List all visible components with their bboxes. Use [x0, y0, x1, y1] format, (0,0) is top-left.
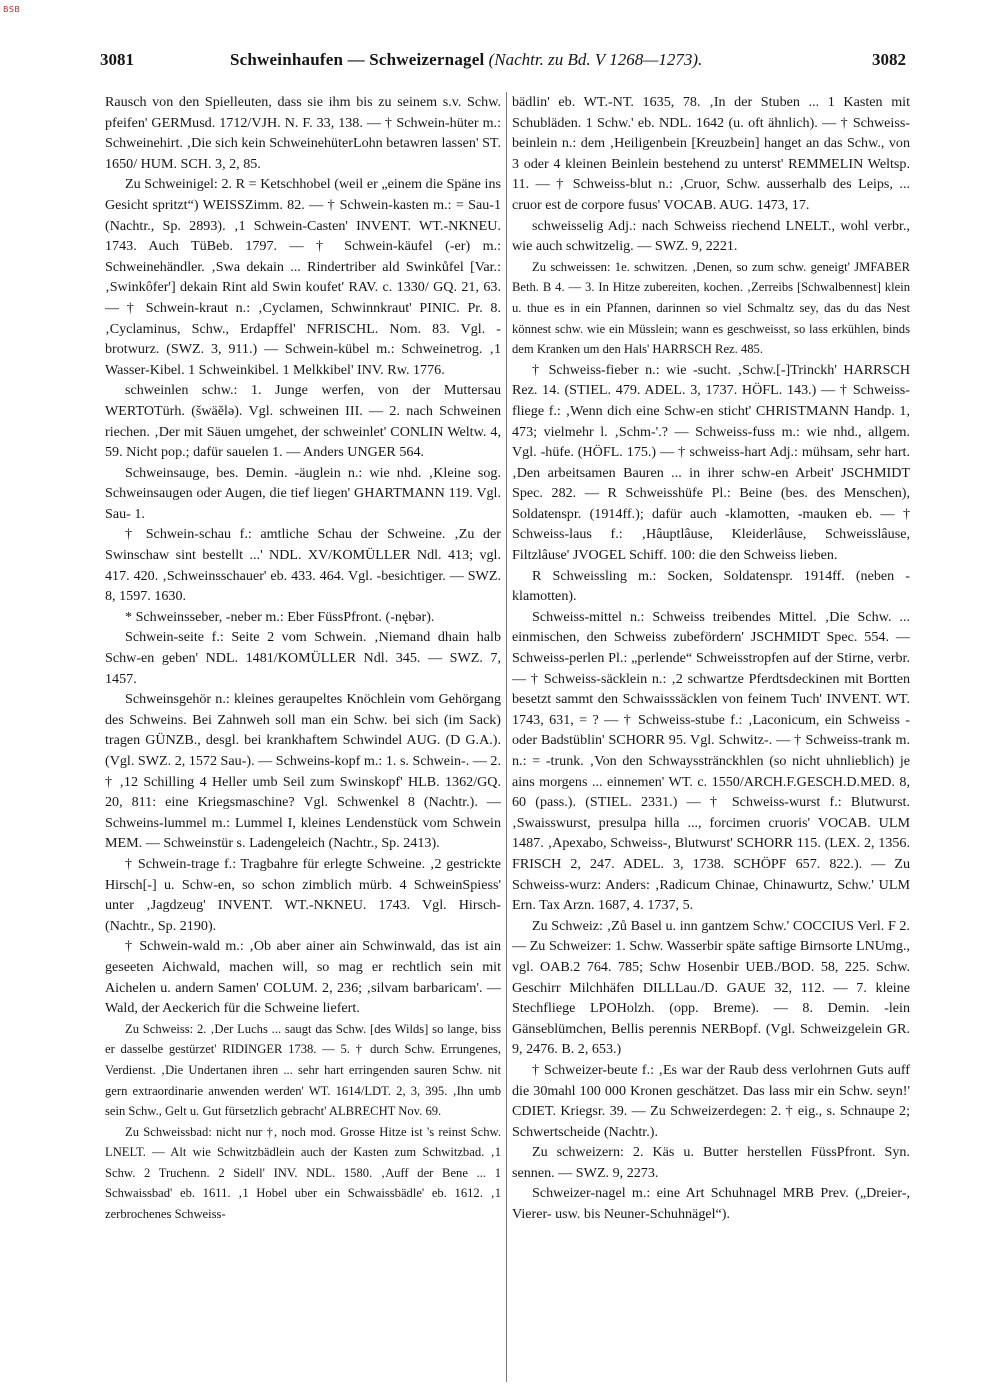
entry-paragraph: Zu schweissen: 1e. schwitzen. ‚Denen, so zum schw. geneigt' JMFABER Beth. B 4. — 3. In Hitze zubereiten, kochen. ‚Zerreibs [Schwalbennest] klein u. thue es in ein Pfannen, darinnen so viel Schmaltz sey, das du das Nest könnest schw. wie ein Müsslein; wann es geschweisst, so lass erkühlen, binds dem Kranken um den Hals' HARRSCH Rez. 485. [512, 259, 910, 357]
title-main: Schweinhaufen — Schweizernagel [230, 50, 485, 69]
entry-paragraph: Schweiss-mittel n.: Schweiss treibendes Mittel. ‚Die Schw. ... einmischen, den Schweiss zubefördern' JSCHMIDT Spec. 554. — Schweiss-perlen Pl.: „perlende“ Schweisstropfen auf der Stirne, verbr. — † Schweiss-säcklein n.: ‚2 schwartze Pferdtsdeckinen mit Bortten besetzt sammt den Schwaisssäcklen von feinem Tuch' INVENT. WT. 1743, 631, = ? — † Schweiss-stube f.: ‚Laconicum, ein Schweiss -oder Badstüblin' SCHORR 95. Vgl. Schwitz-. — † Schweiss-trank m. n.: = -trunk. ‚Von den Schwaysstränckhlen (so nicht uhnlieblich) je ains morgens ... einnemen' WT. c. 1550/ARCH.F.GESCH.D.MED. 8, 60 (pass.). (STIEL. 2331.) — † Schweiss-wurst f.: Blutwurst. ‚Swaisswurst, presulpa hilla ..., forcimen cruoris' VOCAB. ULM 1487. ‚Apexabo, Schweiss-, Blutwurst' SCHORR 115. (LEX. 2, 1356. FRISCH 2, 247. ADEL. 3, 1738. SCHÖPF 657. 822.). — Zu Schweiss-wurz: Anders: ‚Radicum Chinae, Chinawurtz, Schw.' ULM Ern. Tax Arzn. 1687, 4. 1737, 5. [512, 608, 910, 914]
running-title [230, 50, 860, 70]
entry-paragraph: Schweizer-nagel m.: eine Art Schuhnagel MRB Prev. („Dreier-, Vierer- usw. bis Neuner-Schuhnägel“). [512, 1185, 910, 1223]
title-note: (Nachtr. zu Bd. V 1268—1273). [488, 50, 703, 69]
entry-paragraph: † Schwein-wald m.: ‚Ob aber ainer ain Schwinwald, das ist ain geseeten Aichwald, machen will, so mag er rechtlich sein mit Aichelen u. andern Samen' COLUM. 2, 236; ‚silvam barbaricam'. — Wald, der Aeckerich für die Schweine liefert. [105, 938, 501, 1017]
entry-paragraph: Zu Schweiss: 2. ‚Der Luchs ... saugt das Schw. [des Wilds] so lange, biss er dasselbe gestürzet' RIDINGER 1738. — 5. † durch Schw. Errungenes, Verdienst. ‚Die Undertanen ihren ... sehr hart erringenden sauren Schw. nit gern extraordinarie anwenden werden' WT. 1614/LDT. 2, 3, 395. ‚Ihn umb sein Schw., Gelt u. Gut fürsetzlich gebracht' ALBRECHT Nov. 69. [105, 1021, 501, 1119]
entry-paragraph: † Schwein-schau f.: amtliche Schau der Schweine. ‚Zu der Swinschaw sint bestellt ...' NDL. XV/KOMÜLLER Ndl. 413; vgl. 417. 420. ‚Schweinsschauer' eb. 433. 464. Vgl. -besichtiger. — SWZ. 8, 1597. 1630. [105, 526, 501, 605]
page-number-right: 3082 [872, 50, 906, 69]
entry-paragraph: * Schweinsseber, -neber m.: Eber FüssPfront. (-nębər). [125, 608, 435, 625]
entry-paragraph: Schweinsauge, bes. Demin. -äuglein n.: wie nhd. ‚Kleine sog. Schweinsaugen oder Augen, die tief liegen' GHARTMANN 119. Vgl. Sau- 1. [105, 464, 501, 522]
library-stamp: BSB [3, 5, 21, 14]
entry-paragraph: R Schweissling m.: Socken, Soldatenspr. 1914ff. (neben -klamotten). [512, 567, 910, 605]
entry-paragraph: bädlin' eb. WT.-NT. 1635, 78. ‚In der Stuben ... 1 Kasten mit Schubläden. 1 Schw.' eb. NDL. 1642 (u. oft ähnlich). — † Schweiss-beinlein n.: dem ‚Heiligenbein [Kreuzbein] hanget an das Schw., von 3 oder 4 kleinen Beinlein bestehend zu unterst' REMMELIN Weltsp. 11. — † Schweiss-blut n.: ‚Cruor, Schw. ausserhalb des Leips, ... cruor est de corpore fusus' VOCAB. AUG. 1473, 17. [512, 94, 910, 213]
entry-paragraph: Schweinsgehör n.: kleines geraupeltes Knöchlein vom Gehörgang des Schweins. Bei Zahnweh soll man ein Schw. bei sich (im Sack) tragen GÜNZB., desgl. bei krankhaftem Schwindel AUG. (D G.A.). (Vgl. SWZ. 2, 1572 Sau-). — Schweins-kopf m.: 1. s. Schwein-. — 2. † ‚12 Schilling 4 Heller umb Seil zum Swinskopf' HLB. 1362/GQ. 20, 811: eine Kriegsmaschine? Vgl. Schwenkel 8 (Nachtr.). — Schweins-lummel m.: Lummel I, kleines Lendenstück vom Schwein MEM. — Schweinstür s. Ladengeleich (Nachtr., Sp. 2413). [105, 691, 501, 852]
entry-paragraph: † Schwein-trage f.: Tragbahre für erlegte Schweine. ‚2 gestrickte Hirsch[-] u. Schw-en, so schon zimblich mürb. 4 SchweinSpiess' unter ‚Jagdzeug' INVENT. WT.-NKNEU. 1743. Vgl. Hirsch- (Nachtr., Sp. 2190). [105, 855, 501, 934]
entry-paragraph: Rausch von den Spielleuten, dass sie ihm bis zu seinem s.v. Schw. pfeifen' GERMusd. 1712/VJH. N. F. 33, 138. — † Schwein-hüter m.: Schweinehirt. ‚Die sich kein SchweinehüterLohn betawren lassen' ST. 1650/ HUM. SCH. 3, 2, 85. [105, 94, 501, 172]
running-header [0, 50, 1000, 76]
entry-paragraph: Zu Schweinigel: 2. R = Ketschhobel (weil er „einem die Späne ins Gesicht spritzt“) WEISSZimm. 82. — † Schwein-kasten m.: = Sau-1 (Nachtr., Sp. 2893). ‚1 Schwein-Casten' INVENT. WT.-NKNEU. 1743. Auch TüBeb. 1797. — † Schwein-käufel (-er) m.: Schweinehändler. ‚Swa dekain ... Rindertriber ald Swinkůfel [Var.: ‚Swinkôfer'] dekain Rint ald Swin koufet' RAV. c. 1330/ GQ. 21, 63. — † Schwein-kraut n.: ‚Cyclamen, Schwinnkraut' PINIC. Pr. 8. ‚Cyclaminus, Schw., Erdapffel' NFRISCHL. Nom. 83. Vgl. -brotwurz. (SWZ. 3, 911.) — Schwein-kübel m.: Schweinetrog. ‚1 Wasser-Kibel. 1 Schweinkibel. 1 Melkkibel' INV. Rw. 1776. [105, 176, 501, 378]
page-number-left: 3081 [100, 50, 134, 69]
entry-paragraph: schweinlen schw.: 1. Junge werfen, von der Muttersau WERTOTürh. (šwäĕlə). Vgl. schweinen III. — 2. nach Schweinen riechen. ‚Der mit Säuen umgehet, der schweinlet' CONLIN Weltw. 4, 59. Nicht pop.; dafür sauelen 1. — Anders UNGER 564. [105, 382, 501, 461]
entry-paragraph: † Schweiss-fieber n.: wie -sucht. ‚Schw.[-]Trinckh' HARRSCH Rez. 14. (STIEL. 479. ADEL. 3, 1737. HÖFL. 143.) — † Schweiss-fliege f.: ‚Wenn dich eine Schw-en sticht' CHRISTMANN Handp. 1, 473; vielmehr l. ‚Schm-'.? — Schweiss-fuss m.: wie nhd., allgem. Vgl. -hüfe. (HÖFL. 175.) — † schweiss-hart Adj.: mühsam, sehr hart. ‚Den arbeitsamen Bauren ... in ihrer schw-en Arbeit' JSCHMIDT Spec. 282. — R Schweisshüfe Pl.: Beine (bes. des Menschen), Soldatenspr. (1914ff.); dafür auch -klamotten, -mauken eb. — † Schweiss-laus f.: ‚Hâuptlâuse, Kleiderlâuse, Schweisslâuse, Filtzlâuse' JVOGEL Schiff. 100: die den Schweiss lieben. [512, 361, 910, 564]
entry-paragraph: Zu schweizern: 2. Käs u. Butter herstellen FüssPfront. Syn. sennen. — SWZ. 9, 2273. [512, 1144, 910, 1181]
entry-paragraph: Zu Schweiz: ‚Zů Basel u. inn gantzem Schw.' COCCIUS Verl. F 2. — Zu Schweizer: 1. Schw. Wasserbir späte saftige Birnsorte LNUmg., vgl. OAB.2 764. 785; Schw Hosenbir UEB./BOD. 58, 225. Schw. Geschirr Milchhäfen DILLLau./D. GAUE 32, 112. — 7. kleine Stechfliege LPOHolzh. (opp. Breme). — 8. Demin. -lein Gänseblümchen, Bellis perennis NERBopf. (Vgl. Schweizgelein GR. 9, 2476. B. 2, 653.) [512, 917, 910, 1058]
entry-paragraph: Schwein-seite f.: Seite 2 vom Schwein. ‚Niemand dhain halb Schw-en geben' NDL. 1481/KOMÜLLER Ndl. 345. — SWZ. 7, 1457. [105, 629, 501, 687]
column-divider [506, 92, 507, 1382]
right-column [512, 92, 910, 1382]
entry-paragraph: schweisselig Adj.: nach Schweiss riechend LNELT., wohl verbr., wie auch schwitzelig. — SWZ. 9, 2221. [512, 217, 910, 255]
entry-paragraph: † Schweizer-beute f.: ‚Es war der Raub dess verlohrnen Guts auff die 30mahl 100 000 Kronen geschätzet. Das lass mir ein Schw. seyn!' CDIET. Kriegsr. 39. — Zu Schweizerdegen: 2. † eig., s. Schnaupe 2; Schwertscheide (Nachtr.). [512, 1061, 910, 1140]
left-column [105, 92, 501, 1382]
entry-paragraph: Zu Schweissbad: nicht nur †, noch mod. Grosse Hitze ist 's reinst Schw. LNELT. — Alt wie Schwitzbädlein auch der Kasten zum Schwitzbad. ‚1 Schw. 2 Truchenn. 2 Sidell' INV. NDL. 1580. ‚Auff der Bene ... 1 Schwaissbad' eb. 1611. ‚1 Hobel uber ein Schwaissbädle' eb. 1612. ‚1 zerbrochenes Schweiss- [105, 1124, 501, 1222]
